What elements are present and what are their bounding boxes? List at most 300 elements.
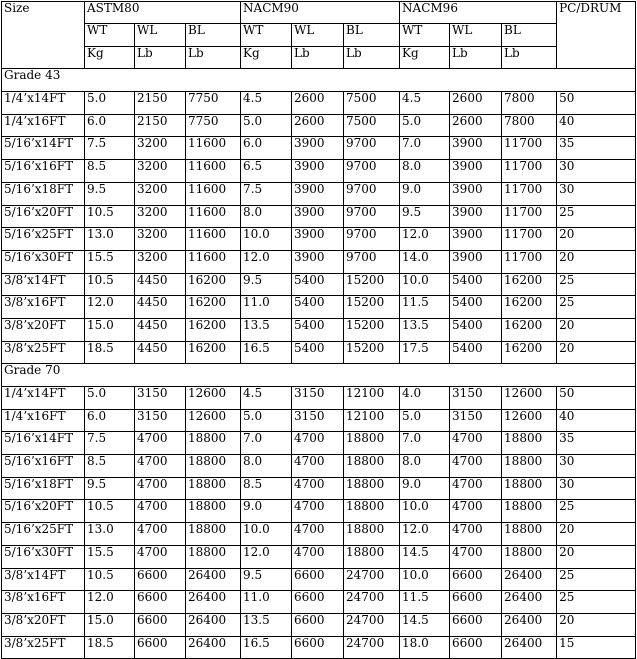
astm80-wl-cell: 4700 — [135, 477, 186, 500]
nacm90-wt-cell: 16.5 — [241, 341, 292, 364]
astm80-wt-cell: 13.0 — [85, 228, 135, 251]
pc-drum-cell: 30 — [557, 477, 636, 500]
size-cell: 3/8’x14FT — [2, 273, 85, 296]
nacm96-bl-cell: 11700 — [502, 250, 557, 273]
nacm96-wl-cell: 3900 — [450, 228, 502, 251]
pc-drum-cell: 30 — [557, 182, 636, 205]
astm80-bl-cell: 11600 — [186, 205, 241, 228]
astm80-wl-cell: 3200 — [135, 137, 186, 160]
astm80-wt-cell: 5.0 — [85, 92, 135, 115]
pc-drum-cell: 20 — [557, 613, 636, 636]
nacm96-wt-cell: 4.5 — [400, 92, 450, 115]
astm80-wt-cell: 10.5 — [85, 500, 135, 523]
pc-drum-cell: 35 — [557, 432, 636, 455]
size-cell: 1/4’x16FT — [2, 409, 85, 432]
nacm96-bl-cell: 12600 — [502, 387, 557, 410]
astm80-wl-cell: 3150 — [135, 409, 186, 432]
section-title: Grade 43 — [2, 69, 636, 92]
nacm96-wt-cell: 10.0 — [400, 568, 450, 591]
pc-drum-cell: 25 — [557, 205, 636, 228]
nacm90-wt-cell: 16.5 — [241, 636, 292, 659]
astm80-wl-cell: 3200 — [135, 228, 186, 251]
nacm96-bl-cell: 7800 — [502, 92, 557, 115]
astm80-wt-cell: 9.5 — [85, 477, 135, 500]
table-body — [2, 2, 636, 659]
nacm90-wt-cell: 4.5 — [241, 387, 292, 410]
nacm90-wl-cell: 4700 — [292, 477, 344, 500]
nacm96-wt-cell: 11.5 — [400, 591, 450, 614]
nacm90-bl-cell: 15200 — [344, 341, 400, 364]
astm80-wt-cell: 18.5 — [85, 636, 135, 659]
group-header-nacm90: NACM90 — [241, 2, 400, 24]
table-row — [2, 341, 636, 364]
nacm90-wt-cell: 13.5 — [241, 613, 292, 636]
nacm96-bl-cell: 7800 — [502, 114, 557, 137]
nacm96-wl-cell: 4700 — [450, 432, 502, 455]
astm80-bl-cell: 11600 — [186, 250, 241, 273]
astm80-bl-cell: 26400 — [186, 591, 241, 614]
nacm96-wt-cell: 12.0 — [400, 523, 450, 546]
nacm90-wt-cell: 4.5 — [241, 92, 292, 115]
unit-header-kg: Kg — [400, 46, 450, 69]
table-row — [2, 92, 636, 115]
size-cell: 1/4’x14FT — [2, 387, 85, 410]
pc-drum-cell: 20 — [557, 228, 636, 251]
astm80-wt-cell: 8.5 — [85, 160, 135, 183]
nacm96-wt-cell: 14.5 — [400, 545, 450, 568]
nacm96-bl-cell: 26400 — [502, 636, 557, 659]
astm80-bl-cell: 26400 — [186, 636, 241, 659]
size-cell: 1/4’x16FT — [2, 114, 85, 137]
nacm96-wt-cell: 17.5 — [400, 341, 450, 364]
nacm90-wt-cell: 6.0 — [241, 137, 292, 160]
nacm96-wt-cell: 7.0 — [400, 432, 450, 455]
nacm90-wt-cell: 5.0 — [241, 114, 292, 137]
pc-drum-cell: 20 — [557, 341, 636, 364]
astm80-bl-cell: 11600 — [186, 228, 241, 251]
nacm96-wt-cell: 9.0 — [400, 477, 450, 500]
nacm96-wt-cell: 14.5 — [400, 613, 450, 636]
unit-header-lb: Lb — [502, 46, 557, 69]
nacm90-wt-cell: 13.5 — [241, 318, 292, 341]
nacm90-wl-cell: 3150 — [292, 387, 344, 410]
sub-header-wt: WT — [400, 24, 450, 47]
table-row — [2, 250, 636, 273]
astm80-wt-cell: 5.0 — [85, 387, 135, 410]
nacm96-wt-cell: 5.0 — [400, 114, 450, 137]
size-cell: 3/8’x16FT — [2, 296, 85, 319]
unit-header-kg: Kg — [85, 46, 135, 69]
nacm96-wl-cell: 6600 — [450, 636, 502, 659]
nacm90-wl-cell: 3900 — [292, 228, 344, 251]
nacm90-wt-cell: 9.0 — [241, 500, 292, 523]
nacm90-wl-cell: 6600 — [292, 636, 344, 659]
astm80-bl-cell: 26400 — [186, 568, 241, 591]
table-row — [2, 613, 636, 636]
nacm96-wt-cell: 9.5 — [400, 205, 450, 228]
nacm90-wl-cell: 4700 — [292, 523, 344, 546]
astm80-wt-cell: 6.0 — [85, 409, 135, 432]
nacm96-bl-cell: 18800 — [502, 432, 557, 455]
size-cell: 3/8’x14FT — [2, 568, 85, 591]
nacm96-wl-cell: 4700 — [450, 523, 502, 546]
group-header-nacm96: NACM96 — [400, 2, 557, 24]
nacm96-wt-cell: 13.5 — [400, 318, 450, 341]
nacm96-bl-cell: 11700 — [502, 137, 557, 160]
size-cell: 5/16’x14FT — [2, 137, 85, 160]
astm80-wt-cell: 10.5 — [85, 568, 135, 591]
astm80-bl-cell: 18800 — [186, 523, 241, 546]
sub-header-wl: WL — [135, 24, 186, 47]
nacm96-bl-cell: 16200 — [502, 273, 557, 296]
pc-drum-cell: 20 — [557, 318, 636, 341]
nacm96-bl-cell: 11700 — [502, 160, 557, 183]
table-row — [2, 182, 636, 205]
astm80-bl-cell: 11600 — [186, 137, 241, 160]
table-row — [2, 636, 636, 659]
nacm90-bl-cell: 7500 — [344, 114, 400, 137]
nacm90-wt-cell: 7.0 — [241, 432, 292, 455]
nacm90-wl-cell: 3900 — [292, 205, 344, 228]
astm80-wt-cell: 18.5 — [85, 341, 135, 364]
nacm90-wl-cell: 6600 — [292, 613, 344, 636]
astm80-bl-cell: 11600 — [186, 182, 241, 205]
nacm96-wl-cell: 3150 — [450, 387, 502, 410]
nacm96-wl-cell: 2600 — [450, 114, 502, 137]
nacm90-bl-cell: 7500 — [344, 92, 400, 115]
nacm90-wt-cell: 8.5 — [241, 477, 292, 500]
astm80-bl-cell: 16200 — [186, 273, 241, 296]
nacm90-bl-cell: 12100 — [344, 387, 400, 410]
nacm90-wl-cell: 4700 — [292, 455, 344, 478]
nacm96-wt-cell: 9.0 — [400, 182, 450, 205]
astm80-bl-cell: 7750 — [186, 114, 241, 137]
nacm96-wt-cell: 5.0 — [400, 409, 450, 432]
size-cell: 5/16’x30FT — [2, 545, 85, 568]
nacm90-bl-cell: 12100 — [344, 409, 400, 432]
nacm90-bl-cell: 18800 — [344, 477, 400, 500]
pc-drum-cell: 25 — [557, 568, 636, 591]
nacm90-wl-cell: 2600 — [292, 114, 344, 137]
astm80-wl-cell: 4700 — [135, 455, 186, 478]
nacm90-bl-cell: 24700 — [344, 568, 400, 591]
astm80-wl-cell: 3200 — [135, 250, 186, 273]
nacm96-bl-cell: 16200 — [502, 318, 557, 341]
nacm96-bl-cell: 16200 — [502, 341, 557, 364]
astm80-wl-cell: 4700 — [135, 523, 186, 546]
table-row — [2, 205, 636, 228]
size-cell: 3/8’x20FT — [2, 318, 85, 341]
sub-header-wl: WL — [292, 24, 344, 47]
nacm90-wt-cell: 6.5 — [241, 160, 292, 183]
nacm96-wt-cell: 4.0 — [400, 387, 450, 410]
astm80-wt-cell: 10.5 — [85, 205, 135, 228]
nacm90-bl-cell: 24700 — [344, 591, 400, 614]
nacm96-wt-cell: 8.0 — [400, 455, 450, 478]
pc-drum-cell: 25 — [557, 273, 636, 296]
table-row — [2, 387, 636, 410]
table-row — [2, 160, 636, 183]
table-row — [2, 523, 636, 546]
nacm90-wl-cell: 3150 — [292, 409, 344, 432]
nacm90-wt-cell: 11.0 — [241, 591, 292, 614]
table-row — [2, 500, 636, 523]
nacm90-bl-cell: 15200 — [344, 273, 400, 296]
astm80-bl-cell: 11600 — [186, 160, 241, 183]
nacm96-bl-cell: 18800 — [502, 545, 557, 568]
nacm96-wl-cell: 3900 — [450, 137, 502, 160]
nacm90-bl-cell: 9700 — [344, 205, 400, 228]
astm80-wl-cell: 3200 — [135, 205, 186, 228]
nacm96-wl-cell: 3900 — [450, 205, 502, 228]
header-row-units — [2, 46, 636, 69]
nacm90-bl-cell: 15200 — [344, 296, 400, 319]
table-row — [2, 114, 636, 137]
nacm96-wt-cell: 11.5 — [400, 296, 450, 319]
astm80-wl-cell: 4700 — [135, 500, 186, 523]
nacm90-bl-cell: 18800 — [344, 455, 400, 478]
unit-header-lb: Lb — [292, 46, 344, 69]
nacm90-wt-cell: 8.0 — [241, 205, 292, 228]
size-cell: 3/8’x20FT — [2, 613, 85, 636]
pc-drum-cell: 25 — [557, 591, 636, 614]
astm80-wt-cell: 6.0 — [85, 114, 135, 137]
table-row — [2, 591, 636, 614]
nacm90-wl-cell: 4700 — [292, 545, 344, 568]
unit-header-kg: Kg — [241, 46, 292, 69]
nacm96-bl-cell: 26400 — [502, 613, 557, 636]
nacm96-bl-cell: 18800 — [502, 500, 557, 523]
sub-header-wt: WT — [241, 24, 292, 47]
astm80-wl-cell: 3200 — [135, 182, 186, 205]
sub-header-bl: BL — [186, 24, 241, 47]
nacm90-bl-cell: 24700 — [344, 636, 400, 659]
astm80-bl-cell: 7750 — [186, 92, 241, 115]
unit-header-lb: Lb — [135, 46, 186, 69]
nacm90-wl-cell: 6600 — [292, 591, 344, 614]
astm80-wt-cell: 13.0 — [85, 523, 135, 546]
nacm96-wt-cell: 10.0 — [400, 500, 450, 523]
table-row — [2, 545, 636, 568]
astm80-wl-cell: 6600 — [135, 591, 186, 614]
pc-drum-cell: 25 — [557, 500, 636, 523]
pc-drum-cell: 50 — [557, 92, 636, 115]
nacm96-wl-cell: 2600 — [450, 92, 502, 115]
nacm90-wt-cell: 5.0 — [241, 409, 292, 432]
nacm90-wl-cell: 3900 — [292, 182, 344, 205]
nacm96-wl-cell: 4700 — [450, 500, 502, 523]
size-cell: 5/16’x30FT — [2, 250, 85, 273]
nacm96-bl-cell: 18800 — [502, 523, 557, 546]
table-row — [2, 455, 636, 478]
size-cell: 5/16’x14FT — [2, 432, 85, 455]
size-header: Size — [2, 2, 85, 69]
astm80-wt-cell: 12.0 — [85, 296, 135, 319]
nacm90-bl-cell: 18800 — [344, 545, 400, 568]
astm80-wt-cell: 15.0 — [85, 318, 135, 341]
size-cell: 3/8’x16FT — [2, 591, 85, 614]
nacm90-bl-cell: 18800 — [344, 523, 400, 546]
astm80-wt-cell: 12.0 — [85, 591, 135, 614]
nacm96-bl-cell: 26400 — [502, 591, 557, 614]
astm80-wl-cell: 2150 — [135, 92, 186, 115]
nacm90-wt-cell: 10.0 — [241, 523, 292, 546]
nacm96-bl-cell: 11700 — [502, 182, 557, 205]
nacm90-wl-cell: 3900 — [292, 160, 344, 183]
sub-header-wt: WT — [85, 24, 135, 47]
astm80-bl-cell: 12600 — [186, 409, 241, 432]
table-row — [2, 432, 636, 455]
nacm90-wl-cell: 3900 — [292, 250, 344, 273]
nacm96-bl-cell: 18800 — [502, 477, 557, 500]
size-cell: 5/16’x16FT — [2, 160, 85, 183]
nacm90-wl-cell: 3900 — [292, 137, 344, 160]
table-row — [2, 409, 636, 432]
pc-drum-cell: 20 — [557, 523, 636, 546]
sub-header-wl: WL — [450, 24, 502, 47]
pc-drum-cell: 35 — [557, 137, 636, 160]
astm80-bl-cell: 18800 — [186, 455, 241, 478]
nacm90-wt-cell: 10.0 — [241, 228, 292, 251]
nacm96-bl-cell: 11700 — [502, 228, 557, 251]
nacm96-bl-cell: 26400 — [502, 568, 557, 591]
nacm90-bl-cell: 9700 — [344, 182, 400, 205]
nacm96-bl-cell: 18800 — [502, 455, 557, 478]
size-cell: 5/16’x16FT — [2, 455, 85, 478]
nacm90-wl-cell: 6600 — [292, 568, 344, 591]
table-row — [2, 137, 636, 160]
group-header-astm80: ASTM80 — [85, 2, 241, 24]
astm80-wl-cell: 6600 — [135, 636, 186, 659]
pc-drum-cell: 50 — [557, 387, 636, 410]
table-row — [2, 296, 636, 319]
table-row — [2, 228, 636, 251]
nacm96-wl-cell: 5400 — [450, 318, 502, 341]
section-row — [2, 364, 636, 387]
size-cell: 5/16’x25FT — [2, 228, 85, 251]
unit-header-lb: Lb — [344, 46, 400, 69]
nacm96-wt-cell: 10.0 — [400, 273, 450, 296]
astm80-bl-cell: 18800 — [186, 477, 241, 500]
nacm96-wt-cell: 8.0 — [400, 160, 450, 183]
unit-header-lb: Lb — [186, 46, 241, 69]
sub-header-bl: BL — [344, 24, 400, 47]
size-cell: 3/8’x25FT — [2, 636, 85, 659]
nacm90-wt-cell: 12.0 — [241, 545, 292, 568]
astm80-bl-cell: 18800 — [186, 500, 241, 523]
astm80-wt-cell: 7.5 — [85, 432, 135, 455]
size-cell: 5/16’x18FT — [2, 477, 85, 500]
nacm90-bl-cell: 9700 — [344, 160, 400, 183]
astm80-wt-cell: 15.0 — [85, 613, 135, 636]
pc-drum-cell: 40 — [557, 114, 636, 137]
astm80-bl-cell: 16200 — [186, 341, 241, 364]
nacm90-wl-cell: 5400 — [292, 318, 344, 341]
table-row — [2, 477, 636, 500]
astm80-wt-cell: 10.5 — [85, 273, 135, 296]
astm80-wl-cell: 6600 — [135, 568, 186, 591]
nacm90-wl-cell: 5400 — [292, 273, 344, 296]
nacm90-wl-cell: 4700 — [292, 500, 344, 523]
astm80-bl-cell: 12600 — [186, 387, 241, 410]
unit-header-lb: Lb — [450, 46, 502, 69]
astm80-wl-cell: 4450 — [135, 273, 186, 296]
nacm90-bl-cell: 9700 — [344, 137, 400, 160]
astm80-wl-cell: 4700 — [135, 545, 186, 568]
nacm90-wl-cell: 2600 — [292, 92, 344, 115]
header-row-sub — [2, 24, 636, 47]
nacm90-bl-cell: 9700 — [344, 250, 400, 273]
astm80-wt-cell: 15.5 — [85, 545, 135, 568]
nacm90-wt-cell: 7.5 — [241, 182, 292, 205]
nacm96-wl-cell: 5400 — [450, 296, 502, 319]
astm80-wl-cell: 4450 — [135, 296, 186, 319]
nacm96-wl-cell: 5400 — [450, 273, 502, 296]
nacm90-wt-cell: 9.5 — [241, 568, 292, 591]
astm80-bl-cell: 26400 — [186, 613, 241, 636]
astm80-wt-cell: 15.5 — [85, 250, 135, 273]
pc-drum-header: PC/DRUM — [557, 2, 636, 69]
astm80-wl-cell: 3150 — [135, 387, 186, 410]
chain-spec-table — [1, 1, 636, 659]
nacm96-wl-cell: 4700 — [450, 477, 502, 500]
astm80-wl-cell: 4450 — [135, 318, 186, 341]
nacm96-wt-cell: 14.0 — [400, 250, 450, 273]
nacm90-wt-cell: 8.0 — [241, 455, 292, 478]
nacm96-wl-cell: 6600 — [450, 613, 502, 636]
nacm96-bl-cell: 16200 — [502, 296, 557, 319]
astm80-wt-cell: 7.5 — [85, 137, 135, 160]
nacm90-wl-cell: 4700 — [292, 432, 344, 455]
table-row — [2, 318, 636, 341]
nacm96-wt-cell: 18.0 — [400, 636, 450, 659]
pc-drum-cell: 20 — [557, 545, 636, 568]
size-cell: 5/16’x20FT — [2, 500, 85, 523]
astm80-wl-cell: 4450 — [135, 341, 186, 364]
nacm96-wl-cell: 4700 — [450, 455, 502, 478]
nacm96-bl-cell: 11700 — [502, 205, 557, 228]
size-cell: 5/16’x25FT — [2, 523, 85, 546]
nacm90-bl-cell: 24700 — [344, 613, 400, 636]
size-cell: 5/16’x18FT — [2, 182, 85, 205]
nacm96-wt-cell: 7.0 — [400, 137, 450, 160]
astm80-wt-cell: 9.5 — [85, 182, 135, 205]
header-row-groups — [2, 2, 636, 24]
astm80-bl-cell: 16200 — [186, 296, 241, 319]
nacm90-wl-cell: 5400 — [292, 341, 344, 364]
nacm96-wl-cell: 3900 — [450, 182, 502, 205]
table-row — [2, 568, 636, 591]
nacm96-wl-cell: 6600 — [450, 568, 502, 591]
pc-drum-cell: 25 — [557, 296, 636, 319]
nacm90-bl-cell: 18800 — [344, 500, 400, 523]
nacm96-wl-cell: 5400 — [450, 341, 502, 364]
nacm96-wt-cell: 12.0 — [400, 228, 450, 251]
nacm90-wl-cell: 5400 — [292, 296, 344, 319]
table-row — [2, 273, 636, 296]
size-cell: 3/8’x25FT — [2, 341, 85, 364]
section-row — [2, 69, 636, 92]
nacm96-wl-cell: 4700 — [450, 545, 502, 568]
nacm90-bl-cell: 15200 — [344, 318, 400, 341]
pc-drum-cell: 40 — [557, 409, 636, 432]
size-cell: 1/4’x14FT — [2, 92, 85, 115]
astm80-wl-cell: 4700 — [135, 432, 186, 455]
astm80-bl-cell: 18800 — [186, 545, 241, 568]
nacm96-wl-cell: 3150 — [450, 409, 502, 432]
nacm96-wl-cell: 3900 — [450, 250, 502, 273]
nacm96-wl-cell: 3900 — [450, 160, 502, 183]
